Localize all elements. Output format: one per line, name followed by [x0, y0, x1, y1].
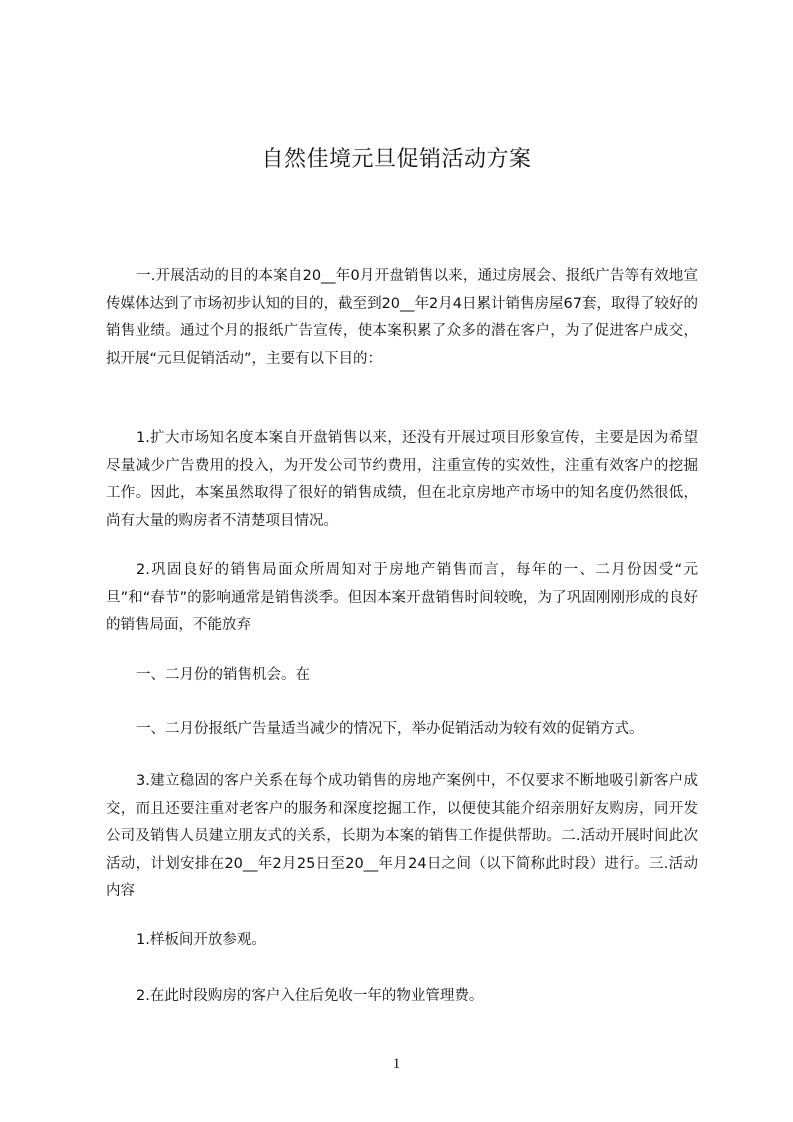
paragraph-sales-situation: 2.巩固良好的销售局面众所周知对于房地产销售而言，每年的一、二月份因受“元旦”和“春节”的影响通常是销售淡季。但因本案开盘销售时间较晚，为了巩固刚刚形成的良好的销售局面，不能放弃 — [106, 562, 698, 633]
paragraph-promotion-method: 一、二月份报纸广告量适当减少的情况下，举办促销活动为较有效的促销方式。 — [136, 721, 644, 737]
paragraph-market-awareness: 1.扩大市场知名度本案自开盘销售以来，还没有开展过项目形象宣传，主要是因为希望尽量减少广告费用的投入，为开发公司节约费用，注重宣传的实效性，注重有效客户的挖掘工作。因此，本案虽然取得了很好的销售成绩，但在北京房地产市场中的知名度仍然很低，尚有大量的购房者不清楚项目情况。 — [106, 430, 698, 529]
page-number: 1 — [392, 1056, 401, 1072]
paragraph-activity-1: 1.样板间开放参观。 — [136, 932, 266, 948]
paragraph-activity-2: 2.在此时段购房的客户入住后免收一年的物业管理费。 — [136, 988, 484, 1004]
paragraph-customer-relations: 3.建立稳固的客户关系在每个成功销售的房地产案例中，不仅要求不断地吸引新客户成交，而且还要注重对老客户的服务和深度挖掘工作，以便使其能介绍亲朋好友购房，同开发公司及销售人员建立朋友式的关系，长期为本案的销售工作提供帮助。二.活动开展时间此次活动，计划安排在20__年2月25日至20__年月24日之间（以下简称此时段）进行。三.活动内容 — [106, 773, 698, 899]
paragraph-sales-opportunity: 一、二月份的销售机会。在 — [136, 667, 310, 683]
paragraph-purpose: 一.开展活动的目的本案自20__年0月开盘销售以来，通过房展会、报纸广告等有效地宣传媒体达到了市场初步认知的目的，截至到20__年2月4日累计销售房屋67套，取得了较好的销售业绩。通过个月的报纸广告宣传，使本案积累了众多的潜在客户，为了促进客户成交，拟开展“元旦促销活动”，主要有以下目的： — [106, 268, 698, 367]
document-title: 自然佳境元旦促销活动方案 — [261, 147, 532, 172]
